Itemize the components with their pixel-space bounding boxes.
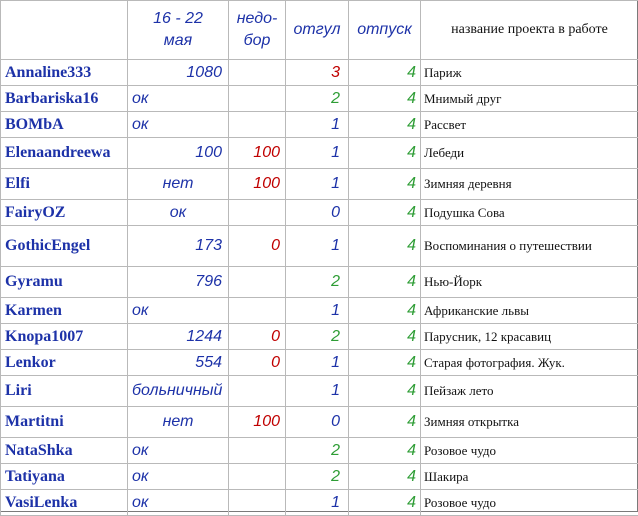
table-row [1, 112, 638, 138]
otgul-cell: 2 [286, 86, 349, 112]
nedobor-cell: 100 [229, 407, 286, 438]
week-cell: нет [128, 407, 229, 438]
otpusk-cell: 4 [349, 112, 421, 138]
nedobor-cell [229, 438, 286, 464]
project-cell: Зимняя открытка [421, 407, 638, 438]
table-row [1, 324, 638, 350]
nedobor-cell [229, 60, 286, 86]
name-cell: FairyOZ [1, 200, 128, 226]
week-cell: ок [128, 490, 229, 516]
header-project: название проекта в работе [421, 1, 638, 60]
table-row [1, 267, 638, 298]
project-cell: Нью-Йорк [421, 267, 638, 298]
otpusk-cell: 4 [349, 324, 421, 350]
project-cell: Лебеди [421, 138, 638, 169]
table-row [1, 464, 638, 490]
project-cell: Африканские львы [421, 298, 638, 324]
nedobor-cell [229, 298, 286, 324]
otpusk-cell: 4 [349, 464, 421, 490]
name-cell: Liri [1, 376, 128, 407]
header-name [1, 1, 128, 60]
nedobor-cell [229, 86, 286, 112]
otpusk-cell: 4 [349, 407, 421, 438]
otgul-cell: 2 [286, 464, 349, 490]
week-cell: 173 [128, 226, 229, 267]
table-row [1, 376, 638, 407]
project-cell: Подушка Сова [421, 200, 638, 226]
project-cell: Воспоминания о путешествии [421, 226, 638, 267]
name-cell: VasiLenka [1, 490, 128, 516]
otpusk-cell: 4 [349, 376, 421, 407]
table-row [1, 200, 638, 226]
name-cell: Annaline333 [1, 60, 128, 86]
header-week-label: 16 - 22 мая [153, 10, 203, 49]
otpusk-cell: 4 [349, 86, 421, 112]
week-cell: ок [128, 464, 229, 490]
header-week [128, 1, 229, 60]
otgul-cell: 1 [286, 490, 349, 516]
name-cell: Elenaandreewa [1, 138, 128, 169]
nedobor-cell [229, 464, 286, 490]
table-row [1, 298, 638, 324]
header-row [1, 1, 638, 60]
week-cell: 1080 [128, 60, 229, 86]
otgul-cell: 1 [286, 350, 349, 376]
table-row [1, 407, 638, 438]
table-row [1, 169, 638, 200]
project-cell: Париж [421, 60, 638, 86]
nedobor-cell [229, 200, 286, 226]
nedobor-cell [229, 267, 286, 298]
table-row [1, 350, 638, 376]
otgul-cell: 1 [286, 226, 349, 267]
otgul-cell: 3 [286, 60, 349, 86]
table-row [1, 138, 638, 169]
table-row [1, 60, 638, 86]
week-cell: 1244 [128, 324, 229, 350]
name-cell: Barbariska16 [1, 86, 128, 112]
otgul-cell: 2 [286, 324, 349, 350]
otgul-cell: 0 [286, 407, 349, 438]
otpusk-cell: 4 [349, 200, 421, 226]
otgul-cell: 1 [286, 138, 349, 169]
name-cell: NataShka [1, 438, 128, 464]
project-cell: Пейзаж лето [421, 376, 638, 407]
week-cell: ок [128, 112, 229, 138]
header-otpusk: отпуск [349, 1, 421, 60]
week-cell: 100 [128, 138, 229, 169]
table-row [1, 226, 638, 267]
project-cell: Зимняя деревня [421, 169, 638, 200]
otpusk-cell: 4 [349, 169, 421, 200]
otgul-cell: 2 [286, 267, 349, 298]
otgul-cell: 1 [286, 298, 349, 324]
week-cell: больничный [128, 376, 229, 407]
project-cell: Старая фотография. Жук. [421, 350, 638, 376]
otpusk-cell: 4 [349, 60, 421, 86]
nedobor-cell: 100 [229, 138, 286, 169]
week-cell: ок [128, 86, 229, 112]
project-cell: Мнимый друг [421, 86, 638, 112]
nedobor-cell [229, 112, 286, 138]
week-cell: нет [128, 169, 229, 200]
name-cell: Lenkor [1, 350, 128, 376]
otpusk-cell: 4 [349, 226, 421, 267]
otgul-cell: 1 [286, 376, 349, 407]
week-cell: 554 [128, 350, 229, 376]
table-row [1, 438, 638, 464]
project-cell: Парусник, 12 красавиц [421, 324, 638, 350]
nedobor-cell: 100 [229, 169, 286, 200]
project-cell: Шакира [421, 464, 638, 490]
header-nedobor-label: недо- бор [237, 10, 278, 49]
name-cell: Tatiyana [1, 464, 128, 490]
otgul-cell: 1 [286, 112, 349, 138]
otpusk-cell: 4 [349, 350, 421, 376]
otpusk-cell: 4 [349, 267, 421, 298]
name-cell: Gyramu [1, 267, 128, 298]
otpusk-cell: 4 [349, 438, 421, 464]
otgul-cell: 0 [286, 200, 349, 226]
name-cell: GothicEngel [1, 226, 128, 267]
project-cell: Розовое чудо [421, 438, 638, 464]
project-cell: Розовое чудо [421, 490, 638, 516]
otgul-cell: 2 [286, 438, 349, 464]
nedobor-cell: 0 [229, 226, 286, 267]
name-cell: Knopa1007 [1, 324, 128, 350]
otgul-cell: 1 [286, 169, 349, 200]
nedobor-cell [229, 376, 286, 407]
nedobor-cell: 0 [229, 350, 286, 376]
week-cell: ок [128, 438, 229, 464]
week-cell: ок [128, 298, 229, 324]
name-cell: BOMbA [1, 112, 128, 138]
project-cell: Рассвет [421, 112, 638, 138]
table-row [1, 86, 638, 112]
header-otgul: отгул [286, 1, 349, 60]
otpusk-cell: 4 [349, 138, 421, 169]
name-cell: Martitni [1, 407, 128, 438]
week-cell: ок [128, 200, 229, 226]
name-cell: Elfi [1, 169, 128, 200]
name-cell: Karmen [1, 298, 128, 324]
nedobor-cell: 0 [229, 324, 286, 350]
otpusk-cell: 4 [349, 298, 421, 324]
otpusk-cell: 4 [349, 490, 421, 516]
week-cell: 796 [128, 267, 229, 298]
header-nedobor [229, 1, 286, 60]
